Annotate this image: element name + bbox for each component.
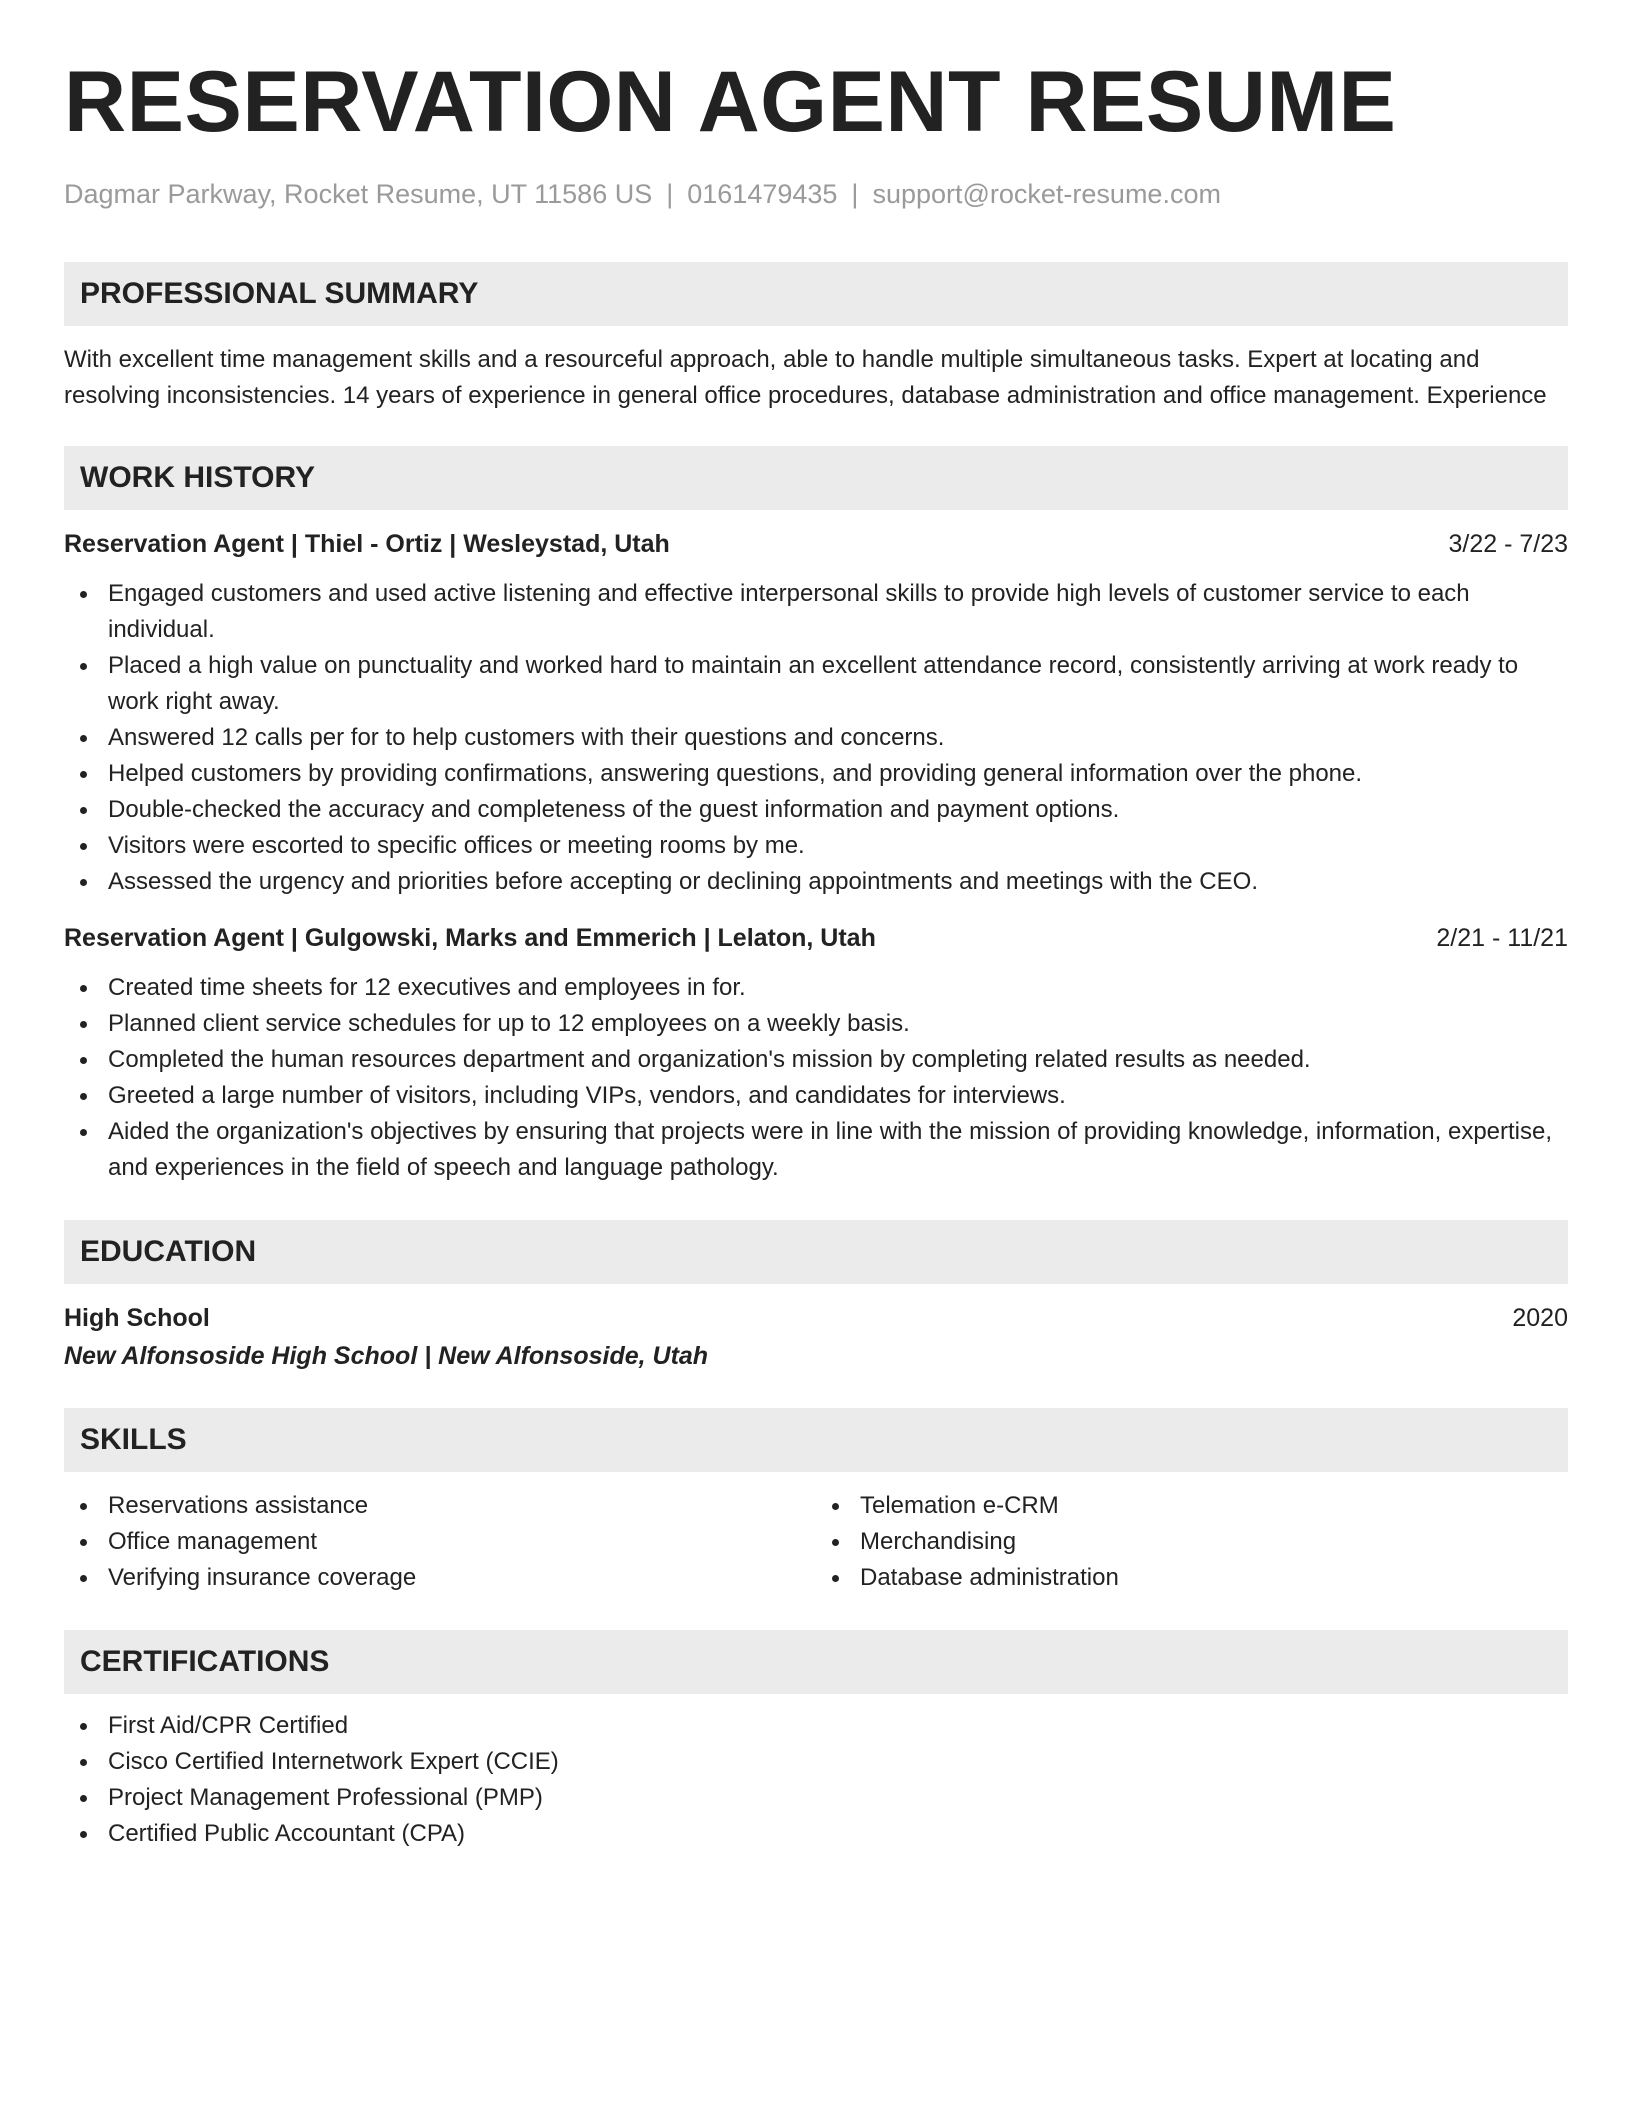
- list-item: Project Management Professional (PMP): [64, 1780, 1568, 1816]
- list-item: Engaged customers and used active listening and effective interpersonal skills to provide high levels of customer service to each individual.: [64, 576, 1568, 648]
- list-item: Completed the human resources department and organization's mission by completing related results as needed.: [64, 1042, 1568, 1078]
- contact-line: [64, 176, 1568, 212]
- education-school: New Alfonsoside High School | New Alfonsoside, Utah: [64, 1342, 709, 1370]
- job-dates: 2/21 - 11/21: [1436, 924, 1568, 952]
- skills-list-right: [816, 1488, 1568, 1596]
- list-item: Created time sheets for 12 executives and employees in for.: [64, 970, 1568, 1006]
- section-heading-summary: PROFESSIONAL SUMMARY: [64, 262, 1568, 326]
- contact-separator: |: [666, 179, 674, 209]
- list-item: Answered 12 calls per for to help customers with their questions and concerns.: [64, 720, 1568, 756]
- list-item: Aided the organization's objectives by ensuring that projects were in line with the mission of providing knowledge, information, expertise, and experiences in the field of speech and language pathology.: [64, 1114, 1568, 1186]
- skills-list-left: [64, 1488, 816, 1596]
- list-item: Double-checked the accuracy and completeness of the guest information and payment options.: [64, 792, 1568, 828]
- education-year: 2020: [1512, 1304, 1568, 1332]
- job-title: Reservation Agent | Thiel - Ortiz | Wesleystad, Utah: [64, 530, 670, 558]
- summary-text: With excellent time management skills and a resourceful approach, able to handle multiple simultaneous tasks. Expert at locating and resolving inconsistencies. 14 years of experience in general office procedures, database administration and office management. Experience: [64, 346, 1547, 409]
- list-item: Planned client service schedules for up to 12 employees on a weekly basis.: [64, 1006, 1568, 1042]
- education-degree: High School: [64, 1304, 210, 1332]
- job-header: [64, 526, 1568, 562]
- list-item: Reservations assistance: [64, 1488, 816, 1524]
- job-dates: 3/22 - 7/23: [1448, 530, 1568, 558]
- list-item: Certified Public Accountant (CPA): [64, 1816, 1568, 1852]
- job-entry: [64, 920, 1568, 1186]
- list-item: Office management: [64, 1524, 816, 1560]
- list-item: Assessed the urgency and priorities before accepting or declining appointments and meetings with the CEO.: [64, 864, 1568, 900]
- education-header: [64, 1300, 1568, 1336]
- section-heading-work-history: WORK HISTORY: [64, 446, 1568, 510]
- list-item: Merchandising: [816, 1524, 1568, 1560]
- certifications-list: [64, 1708, 1568, 1852]
- list-item: Helped customers by providing confirmations, answering questions, and providing general information over the phone.: [64, 756, 1568, 792]
- list-item: Database administration: [816, 1560, 1568, 1596]
- job-entry: [64, 526, 1568, 900]
- list-item: Visitors were escorted to specific offices or meeting rooms by me.: [64, 828, 1568, 864]
- contact-phone: 0161479435: [687, 179, 838, 209]
- list-item: Verifying insurance coverage: [64, 1560, 816, 1596]
- job-title: Reservation Agent | Gulgowski, Marks and Emmerich | Lelaton, Utah: [64, 924, 876, 952]
- list-item: Placed a high value on punctuality and worked hard to maintain an excellent attendance record, consistently arriving at work ready to work right away.: [64, 648, 1568, 720]
- resume-title: RESERVATION AGENT RESUME: [64, 54, 1397, 150]
- contact-address: Dagmar Parkway, Rocket Resume, UT 11586 US: [64, 179, 653, 209]
- skills-grid: [64, 1488, 1568, 1596]
- list-item: Cisco Certified Internetwork Expert (CCIE): [64, 1744, 1568, 1780]
- contact-separator: |: [851, 179, 859, 209]
- contact-email: support@rocket-resume.com: [872, 179, 1221, 209]
- section-heading-education: EDUCATION: [64, 1220, 1568, 1284]
- job-bullet-list: [64, 576, 1568, 900]
- job-header: [64, 920, 1568, 956]
- section-heading-skills: SKILLS: [64, 1408, 1568, 1472]
- list-item: First Aid/CPR Certified: [64, 1708, 1568, 1744]
- list-item: Telemation e-CRM: [816, 1488, 1568, 1524]
- list-item: Greeted a large number of visitors, including VIPs, vendors, and candidates for interviews.: [64, 1078, 1568, 1114]
- section-heading-certifications: CERTIFICATIONS: [64, 1630, 1568, 1694]
- job-bullet-list: [64, 970, 1568, 1186]
